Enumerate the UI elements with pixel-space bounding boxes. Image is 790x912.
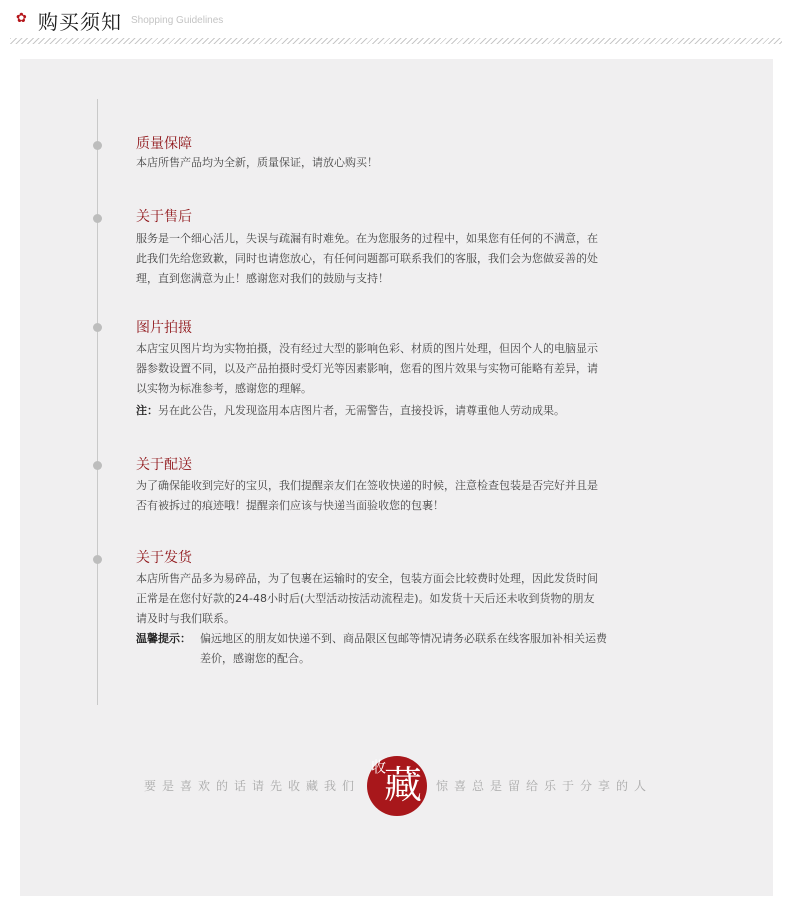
footer-slogan-left: 要是喜欢的话请先收藏我们: [144, 779, 361, 793]
text-line: 本店宝贝图片均为实物拍摄，没有经过大型的影响色彩、材质的图片处理，但因个人的电脑显示: [136, 342, 598, 355]
section-title-delivery: 关于配送: [136, 457, 192, 473]
text-line: 此我们先给您致歉，同时也请您放心，有任何问题都可联系我们的客服，我们会为您做妥善的处: [136, 252, 598, 265]
notice-text: 另在此公告，凡发现盗用本店图片者，无需警告，直接投诉，请尊重他人劳动成果。: [158, 404, 565, 417]
text-line: 偏远地区的朋友如快递不到、商品限区包邮等情况请务必联系在线客服加补相关运费: [200, 632, 607, 645]
timeline-dot: [93, 214, 102, 223]
section-text-photos: [136, 339, 676, 399]
photo-notice: [136, 401, 676, 421]
timeline-dot: [93, 141, 102, 150]
text-line: 本店所售产品多为易碎品，为了包裹在运输时的安全，包装方面会比较费时处理，因此发货时间: [136, 572, 598, 585]
header-divider: [10, 38, 782, 44]
section-text-delivery: [136, 476, 676, 516]
shipping-tip: [136, 629, 607, 665]
text-line: 为了确保能收到完好的宝贝，我们提醒亲友们在签收快递的时候，注意检查包装是否完好并且是: [136, 479, 598, 492]
section-text-shipping: [136, 569, 676, 629]
page-subtitle: Shopping Guidelines: [131, 15, 224, 26]
text-line: 否有被拆过的痕迹哦！提醒亲们应该与快递当面验收您的包裹！: [136, 499, 444, 512]
section-title-quality: 质量保障: [136, 136, 192, 152]
seal-char-big: 藏: [384, 763, 423, 807]
tip-text: [200, 629, 670, 669]
section-title-aftersales: 关于售后: [136, 209, 192, 225]
text-line: 器参数设置不同，以及产品拍摄时受灯光等因素影响，您看的图片效果与实物可能略有差异，请: [136, 362, 598, 375]
text-line: 服务是一个细心活儿，失误与疏漏有时难免。在为您服务的过程中，如果您有任何的不满意，在: [136, 232, 598, 245]
timeline-dot: [93, 555, 102, 564]
section-title-shipping: 关于发货: [136, 550, 192, 566]
flower-icon: ✿: [16, 11, 27, 26]
notice-label: 注：: [136, 404, 158, 417]
text-line: 请及时与我们联系。: [136, 612, 235, 625]
timeline-dot: [93, 461, 102, 470]
section-text-quality: 本店所售产品均为全新，质量保证，请放心购买！: [136, 156, 378, 169]
page-title: 购买须知: [38, 10, 122, 34]
tip-label: 温馨提示：: [136, 632, 191, 645]
timeline-line: [97, 99, 98, 705]
seal-char-small: 收: [371, 758, 387, 776]
text-line: 差价，感谢您的配合。: [200, 652, 310, 665]
footer-slogan-right: 惊喜总是留给乐于分享的人: [436, 779, 653, 793]
section-title-photos: 图片拍摄: [136, 320, 192, 336]
section-text-aftersales: [136, 229, 676, 289]
text-line: 理，直到您满意为止！感谢您对我们的鼓励与支持！: [136, 272, 389, 285]
timeline-dot: [93, 323, 102, 332]
page-header: [0, 0, 790, 46]
text-line: 正常是在您付好款的24-48小时后(大型活动按活动流程走)。如发货十天后还未收到货物的朋友: [136, 592, 595, 605]
text-line: 以实物为标准参考，感谢您的理解。: [136, 382, 312, 395]
